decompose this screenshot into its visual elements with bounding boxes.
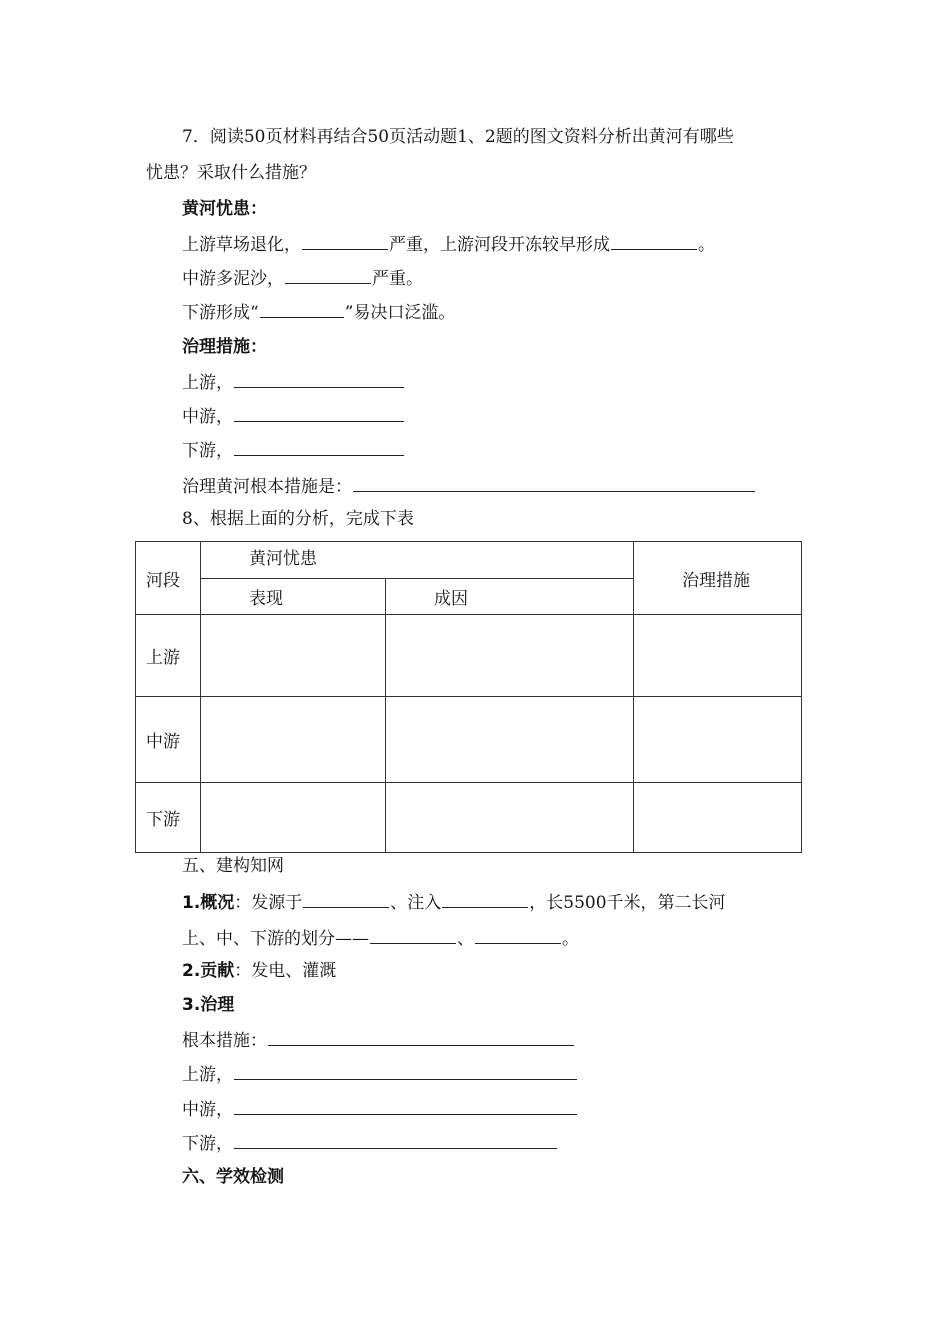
division-text-a: 上、中、下游的划分—— [182,929,369,949]
analysis-table [135,541,802,853]
overview-label: 1.概况 [182,893,235,913]
governance-label: 3.治理 [182,995,235,1015]
row-label-lower: 下游 [136,783,201,853]
fill-blank[interactable] [234,370,404,388]
fill-blank[interactable] [234,404,404,422]
upper-problem-text-a: 上游草场退化， [182,235,301,255]
measure-upper-line [182,370,405,394]
overview-text-a: ：发源于 [234,893,303,913]
table-cell[interactable] [634,697,802,783]
fill-blank[interactable] [370,926,456,944]
heading-problems: 黄河忧患： [182,199,267,219]
gov-middle-line [182,1097,578,1121]
fill-blank[interactable] [285,266,371,284]
contribution-line [182,960,336,982]
fill-blank[interactable] [303,890,389,908]
measure-upper-label: 上游， [182,373,233,393]
gov-lower-label: 下游， [182,1134,233,1154]
division-text-b: 、 [457,929,474,949]
measure-middle-label: 中游， [182,407,233,427]
overview-line [182,890,726,914]
root-measure-line [182,1028,575,1052]
table-cell[interactable] [386,615,634,697]
measure-lower-label: 下游， [182,441,233,461]
overview-text-c: ，长5500千米，第二长河 [529,893,726,913]
row-label-upper: 上游 [136,615,201,697]
fill-blank[interactable] [234,1131,557,1149]
table-cell[interactable] [386,783,634,853]
middle-problem-line [182,266,423,290]
header-manifest: 表现 [201,579,386,615]
overview-text-b: 、注入 [390,893,442,913]
lower-problem-line [182,300,455,324]
fill-blank[interactable] [268,1028,574,1046]
fill-blank[interactable] [353,474,755,492]
measure-root-line [182,474,756,498]
row-label-middle: 中游 [136,697,201,783]
table-cell[interactable] [386,697,634,783]
gov-lower-line [182,1131,558,1155]
fill-blank[interactable] [234,1062,577,1080]
upper-problem-text-c: 。 [698,235,715,255]
gov-upper-line [182,1062,578,1086]
gov-upper-label: 上游， [182,1065,233,1085]
section6-title: 六、学效检测 [182,1167,284,1187]
measure-root-label: 治理黄河根本措施是： [182,477,352,497]
upper-problem-text-b: 严重，上游河段开冻较早形成 [389,235,610,255]
measure-middle-line [182,404,405,428]
lower-problem-text-b: ”易决口泛滥。 [344,303,456,323]
contribution-text: ：发电、灌溉 [234,961,337,981]
table-cell[interactable] [634,783,802,853]
q8-title: 8、根据上面的分析，完成下表 [182,509,414,529]
root-measure-label: 根本措施： [182,1031,267,1051]
table-cell[interactable] [201,783,386,853]
contribution-label: 2.贡献 [182,961,235,981]
fill-blank[interactable] [442,890,528,908]
table-cell[interactable] [201,615,386,697]
heading-measures: 治理措施： [182,337,267,357]
table-cell[interactable] [201,697,386,783]
fill-blank[interactable] [475,926,561,944]
middle-problem-text-a: 中游多泥沙， [182,269,284,289]
fill-blank[interactable] [234,438,404,456]
division-text-c: 。 [562,929,579,949]
header-measures: 治理措施 [634,542,802,615]
table-cell[interactable] [634,615,802,697]
measure-lower-line [182,438,405,462]
fill-blank[interactable] [611,232,697,250]
middle-problem-text-b: 严重。 [372,269,423,289]
q7-line2: 忧患？采取什么措施？ [146,163,316,183]
fill-blank[interactable] [234,1097,577,1115]
section5-title: 五、建构知网 [182,856,284,876]
q7-line1: 7．阅读50页材料再结合50页活动题1、2题的图文资料分析出黄河有哪些 [182,127,734,147]
header-section: 河段 [136,542,201,615]
fill-blank[interactable] [260,300,344,318]
header-problems: 黄河忧患 [201,542,634,579]
division-line [182,926,579,950]
lower-problem-text-a: 下游形成“ [182,303,259,323]
gov-middle-label: 中游， [182,1100,233,1120]
fill-blank[interactable] [302,232,388,250]
upper-problem-line [182,232,715,256]
header-cause: 成因 [386,579,634,615]
